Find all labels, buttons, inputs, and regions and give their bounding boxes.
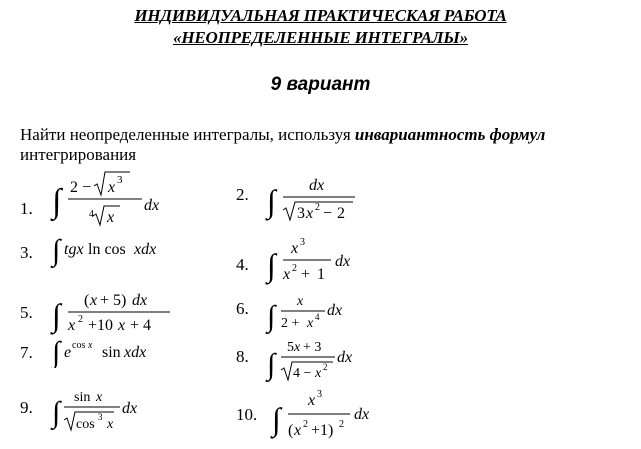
svg-text:dx: dx xyxy=(327,302,343,319)
problem-5-formula xyxy=(50,288,180,338)
svg-text:∫: ∫ xyxy=(267,247,276,283)
svg-text:sin: sin xyxy=(74,390,91,405)
svg-text:∫: ∫ xyxy=(267,183,276,219)
problem-10-formula xyxy=(270,388,380,446)
title-line-1: ИНДИВИДУАЛЬНАЯ ПРАКТИЧЕСКАЯ РАБОТА xyxy=(134,6,507,25)
svg-text:dx: dx xyxy=(335,253,351,270)
problem-1-number: 1. xyxy=(20,199,33,218)
svg-text:dx: dx xyxy=(132,292,148,309)
svg-text:2: 2 xyxy=(78,314,83,325)
svg-text:+ 5): + 5) xyxy=(100,292,127,309)
svg-text:x: x xyxy=(291,240,299,257)
svg-text:x: x xyxy=(315,366,322,381)
svg-text:x: x xyxy=(90,292,98,309)
svg-text:2: 2 xyxy=(337,205,345,222)
svg-text:dx: dx xyxy=(337,349,353,366)
svg-text:x: x xyxy=(107,209,115,226)
svg-text:dx: dx xyxy=(122,400,138,417)
svg-text:4: 4 xyxy=(315,312,320,322)
svg-text:3: 3 xyxy=(297,205,305,222)
svg-text:ln cos: ln cos xyxy=(88,241,126,258)
svg-text:cos: cos xyxy=(72,340,86,351)
svg-text:3: 3 xyxy=(317,389,322,400)
task-statement xyxy=(20,125,545,145)
svg-text:4: 4 xyxy=(89,209,94,220)
svg-text:xdx: xdx xyxy=(134,241,157,258)
variant-label: 9 вариант xyxy=(270,74,371,95)
svg-text:2: 2 xyxy=(70,179,78,196)
problem-6-number: 6. xyxy=(236,299,249,318)
svg-text:∫: ∫ xyxy=(52,183,62,220)
svg-text:3: 3 xyxy=(300,237,305,248)
svg-text:+10: +10 xyxy=(88,317,114,334)
svg-text:2: 2 xyxy=(323,362,328,372)
svg-text:x: x xyxy=(307,316,314,331)
svg-text:+: + xyxy=(301,266,311,283)
svg-text:∫: ∫ xyxy=(267,348,276,381)
svg-text:3: 3 xyxy=(98,412,103,422)
svg-text:dx: dx xyxy=(144,197,160,214)
problem-6-formula xyxy=(265,290,365,336)
problem-8-formula xyxy=(265,336,365,388)
svg-text:x: x xyxy=(306,205,314,222)
problem-7-formula xyxy=(50,334,180,368)
svg-text:x: x xyxy=(294,422,302,439)
problem-10-number: 10. xyxy=(236,405,258,424)
svg-text:x: x xyxy=(88,340,93,351)
svg-text:1: 1 xyxy=(317,266,325,283)
svg-text:∫: ∫ xyxy=(52,234,61,267)
task-emphasis: инвариантность формул xyxy=(354,125,546,144)
svg-text:(: ( xyxy=(84,292,90,309)
svg-text:∫: ∫ xyxy=(52,336,61,368)
svg-text:4 −: 4 − xyxy=(293,366,312,381)
svg-text:2: 2 xyxy=(315,202,320,213)
svg-text:x: x xyxy=(108,179,116,196)
problem-9-formula xyxy=(50,386,180,438)
problem-9-number: 9. xyxy=(20,398,33,417)
problem-5-number: 5. xyxy=(20,303,33,322)
svg-text:cos: cos xyxy=(76,417,95,432)
svg-text:∫: ∫ xyxy=(267,300,276,333)
problem-3-number: 3. xyxy=(20,243,33,262)
svg-text:dx: dx xyxy=(354,406,370,423)
svg-text:(: ( xyxy=(288,422,294,439)
svg-text:dx: dx xyxy=(309,177,325,194)
problem-8-number: 8. xyxy=(236,347,249,366)
svg-text:∫: ∫ xyxy=(52,396,61,429)
svg-text:x: x xyxy=(107,417,114,432)
svg-text:+1): +1) xyxy=(311,422,334,439)
svg-text:2: 2 xyxy=(339,419,344,430)
svg-text:5: 5 xyxy=(287,340,294,355)
problem-4-formula xyxy=(265,234,365,292)
svg-text:x: x xyxy=(297,294,304,309)
problem-2-formula xyxy=(265,172,365,228)
svg-text:x: x xyxy=(96,390,103,405)
task-text: Найти неопределенные интегралы, используя xyxy=(20,125,355,144)
svg-text:x: x xyxy=(308,392,316,409)
problem-2-number: 2. xyxy=(236,185,249,204)
svg-text:x: x xyxy=(283,266,291,283)
svg-text:x: x xyxy=(118,317,126,334)
svg-text:x: x xyxy=(68,317,76,334)
svg-text:∫: ∫ xyxy=(52,297,61,333)
svg-text:xdx: xdx xyxy=(124,344,147,361)
svg-text:∫: ∫ xyxy=(272,401,281,437)
svg-text:tgx: tgx xyxy=(64,241,84,258)
svg-text:2: 2 xyxy=(303,419,308,430)
svg-text:−: − xyxy=(323,205,333,222)
svg-text:+ 3: + 3 xyxy=(303,340,322,355)
problem-7-number: 7. xyxy=(20,343,33,362)
problem-4-number: 4. xyxy=(236,255,249,274)
problem-1-formula xyxy=(50,168,180,228)
svg-text:3: 3 xyxy=(117,174,123,186)
svg-text:sin: sin xyxy=(102,344,121,361)
svg-text:e: e xyxy=(64,344,72,361)
svg-text:x: x xyxy=(294,340,301,355)
task-statement-line-2: интегрирования xyxy=(20,145,137,164)
svg-text:−: − xyxy=(82,179,92,196)
problem-3-formula xyxy=(50,232,180,268)
svg-text:2 +: 2 + xyxy=(281,316,300,331)
svg-text:2: 2 xyxy=(292,263,297,274)
title-line-2: «НЕОПРЕДЕЛЕННЫЕ ИНТЕГРАЛЫ» xyxy=(173,28,468,47)
svg-text:+ 4: + 4 xyxy=(130,317,152,334)
